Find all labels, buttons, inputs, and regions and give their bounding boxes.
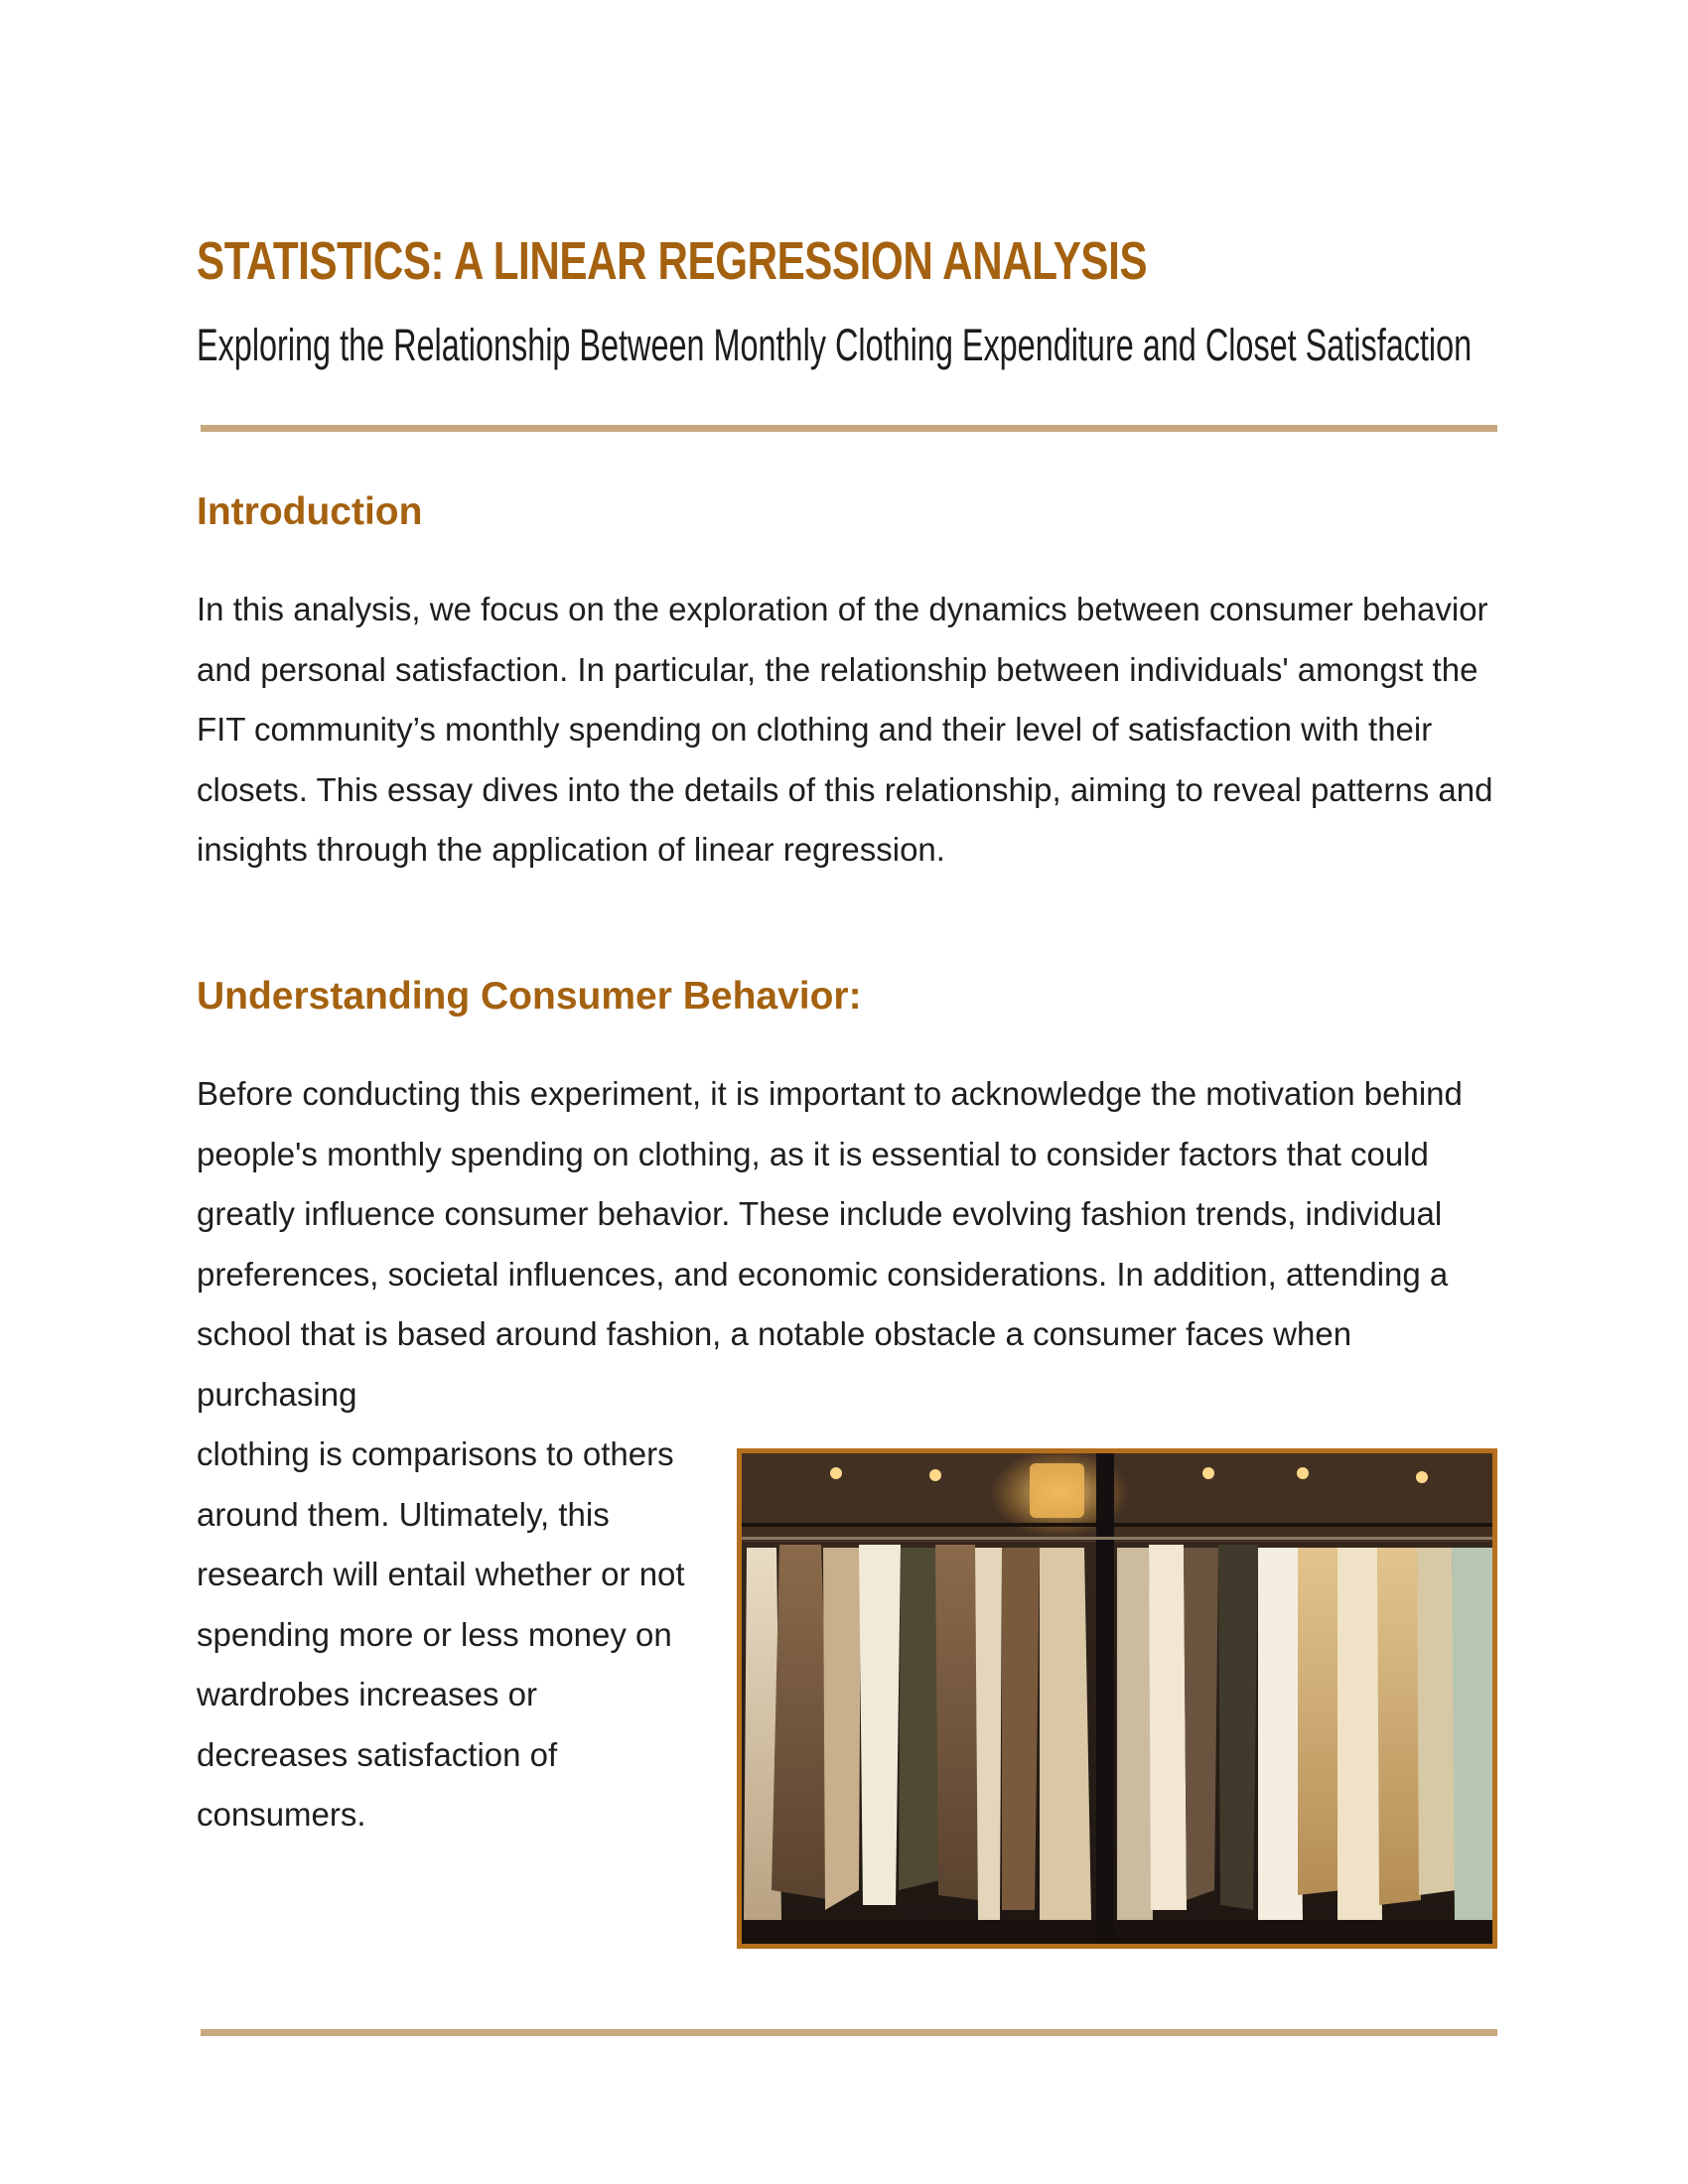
- consumer-behavior-heading: Understanding Consumer Behavior:: [197, 975, 862, 1018]
- clothing-rack-photo: [737, 1448, 1497, 1949]
- introduction-heading: Introduction: [197, 490, 423, 533]
- introduction-paragraph: In this analysis, we focus on the exploration of the dynamics between consumer behavior and personal satisfaction. In particular, the relationship between individuals' amongst the FIT community’s monthly spending on clothing and their level of satisfaction with their closets. This essay dives into the details of this relationship, aiming to reveal patterns and insights through the application of linear regression.: [197, 591, 1493, 868]
- page-title: STATISTICS: A LINEAR REGRESSION ANALYSIS: [197, 231, 1148, 291]
- consumer-behavior-paragraph: Before conducting this experiment, it is important to acknowledge the motivation behind people's monthly spending on clothing, as it is essential to consider factors that could greatly influence consumer behavior. These include evolving fashion trends, individual preferences, societal influences, and economic considerations. In addition, attending a school that is based around fashion, a notable obstacle a consumer faces when purchasing: [197, 1075, 1463, 1413]
- top-divider: [201, 425, 1497, 432]
- page-subtitle: Exploring the Relationship Between Monthly Clothing Expenditure and Closet Satisfaction: [197, 320, 1473, 370]
- bottom-divider: [201, 2029, 1497, 2036]
- consumer-behavior-paragraph-continued: clothing is comparisons to others around them. Ultimately, this research will entail whether or not spending more or less money on wardrobes increases or decreases satisfaction of consumers.: [197, 1435, 685, 1833]
